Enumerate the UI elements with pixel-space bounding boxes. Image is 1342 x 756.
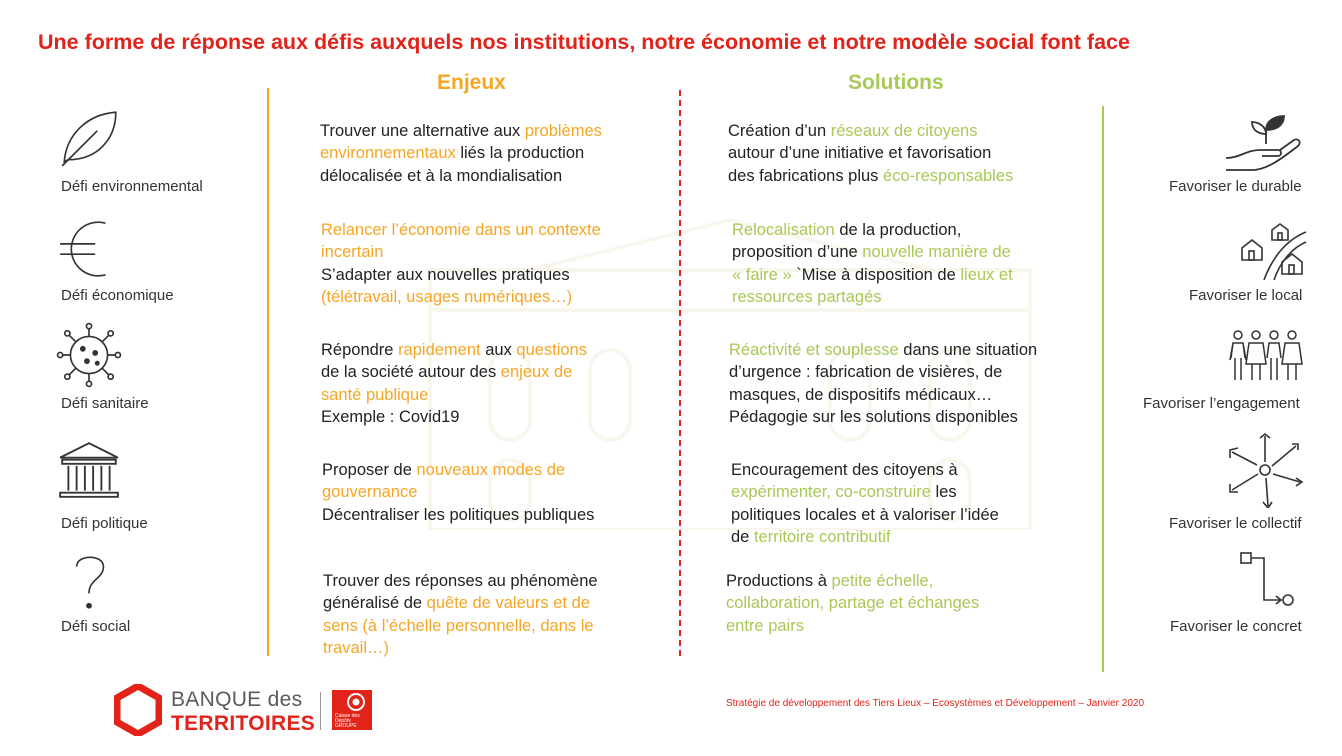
highlight-text: questions <box>516 341 588 359</box>
text-line <box>321 286 601 308</box>
banque-territoires-logo-icon <box>114 684 162 736</box>
enjeu-politique <box>322 459 594 526</box>
body-text: Trouver une alternative aux <box>320 122 525 140</box>
solution-collectif <box>731 459 999 548</box>
body-text: les <box>930 483 957 502</box>
text-line <box>322 481 594 503</box>
text-line <box>321 361 587 383</box>
solutions-divider <box>1102 106 1104 672</box>
highlight-text: expérimenter, co-construire <box>731 483 931 502</box>
enjeu-economique <box>321 219 601 308</box>
solution-durable <box>728 120 1013 187</box>
body-text: Trouver des réponses au phénomène <box>323 572 598 590</box>
text-line <box>322 459 594 481</box>
enjeu-environnemental <box>320 120 602 187</box>
highlight-text: réseaux de citoyens <box>830 122 978 140</box>
highlight-text: petite échelle, <box>831 572 934 590</box>
body-text: de la société autour des <box>321 363 501 382</box>
body-text: autour d’une initiative et favorisation <box>728 144 992 163</box>
houses-road-icon <box>1238 218 1308 280</box>
text-line <box>321 384 587 406</box>
text-line <box>729 384 1037 406</box>
text-line <box>323 570 598 592</box>
caisse-depots-text: Caisse des Dépôts GROUPE <box>335 713 360 729</box>
brand-line2: TERRITOIRES <box>171 712 316 735</box>
text-line <box>321 264 601 286</box>
enjeu-sanitaire <box>321 339 587 428</box>
text-line <box>731 459 999 481</box>
label-favoriser-local: Favoriser le local <box>1189 287 1303 304</box>
body-text: de la production, <box>834 221 962 239</box>
text-line <box>323 615 598 637</box>
text-line <box>321 241 601 263</box>
highlight-text: collaboration, partage et échanges <box>726 594 980 613</box>
text-line <box>732 264 1013 286</box>
label-defi-sanitaire: Défi sanitaire <box>61 395 149 412</box>
body-text: Répondre <box>321 341 399 359</box>
label-favoriser-engagement: Favoriser l’engagement <box>1143 395 1300 412</box>
highlight-text: (télétravail, usages numériques…) <box>321 287 573 306</box>
body-text: généralisé de <box>323 594 427 613</box>
label-defi-environnemental: Défi environnemental <box>61 178 203 195</box>
footer-text: Stratégie de développement des Tiers Lieux – Ecosystèmes et Développement – Janvier 2020 <box>726 698 1145 709</box>
label-defi-politique: Défi politique <box>61 515 148 532</box>
highlight-text: gouvernance <box>322 483 418 502</box>
text-line <box>323 637 598 659</box>
brand-line1: BANQUE des <box>171 688 303 711</box>
body-text: de <box>731 527 754 546</box>
highlight-text: Réactivité et souplesse <box>729 341 899 359</box>
text-line <box>729 339 1037 361</box>
text-line <box>726 570 979 592</box>
highlight-text: entre pairs <box>726 616 804 635</box>
highlight-text: enjeux de <box>500 363 573 382</box>
highlight-text: sens (à l’échelle personnelle, dans le <box>323 616 594 635</box>
text-line <box>731 504 999 526</box>
text-line <box>731 481 999 503</box>
solution-engagement <box>729 339 1037 428</box>
institution-icon <box>56 437 122 503</box>
page-title: Une forme de réponse aux défis auxquels nos institutions, notre économie et notre modèle social font face <box>38 30 1130 54</box>
brand-separator <box>320 692 321 730</box>
body-text: proposition d’une <box>732 243 863 262</box>
highlight-text: santé publique <box>321 385 429 404</box>
enjeu-social <box>323 570 598 659</box>
text-line <box>321 339 587 361</box>
body-text: liés la production <box>455 144 585 163</box>
body-text: aux <box>480 341 517 359</box>
label-favoriser-durable: Favoriser le durable <box>1169 178 1302 195</box>
body-text: des fabrications plus <box>728 166 884 185</box>
text-line <box>320 142 602 164</box>
highlight-text: ressources partagés <box>732 287 882 306</box>
body-text: Décentraliser les politiques publiques <box>322 505 595 524</box>
highlight-text: éco-responsables <box>883 166 1014 185</box>
highlight-text: « faire » <box>732 265 792 284</box>
text-line <box>728 120 1013 142</box>
highlight-text: Relocalisation <box>732 221 835 239</box>
highlight-text: nouveaux modes de <box>416 461 566 479</box>
center-dashed-divider <box>679 90 681 656</box>
body-text: Productions à <box>726 572 832 590</box>
question-mark-icon <box>56 548 122 614</box>
euro-icon <box>56 215 122 281</box>
highlight-text: territoire contributif <box>753 527 891 546</box>
body-text: Pédagogie sur les solutions disponibles <box>729 407 1018 426</box>
text-line <box>731 526 999 548</box>
body-text: d’urgence : fabrication de visières, de <box>729 363 1003 382</box>
body-text: Exemple : Covid19 <box>321 407 460 426</box>
body-text: dans une situation <box>898 341 1038 359</box>
highlight-text: lieux et <box>960 265 1013 284</box>
body-text: délocalisée et à la mondialisation <box>320 166 563 185</box>
enjeux-divider <box>267 88 269 656</box>
body-text: S’adapter aux nouvelles pratiques <box>321 265 570 284</box>
body-text: Encouragement des citoyens à <box>731 461 958 479</box>
highlight-text: travail…) <box>323 638 390 657</box>
body-text: `Mise à disposition de <box>791 265 961 284</box>
text-line <box>726 615 979 637</box>
text-line <box>732 219 1013 241</box>
label-defi-economique: Défi économique <box>61 287 174 304</box>
text-line <box>732 241 1013 263</box>
text-line <box>729 361 1037 383</box>
heading-solutions: Solutions <box>848 71 944 94</box>
body-text: politiques locales et à valoriser l’idée <box>731 505 999 524</box>
flow-path-icon <box>1236 548 1298 610</box>
text-line <box>729 406 1037 428</box>
text-line <box>321 406 587 428</box>
text-line <box>726 592 979 614</box>
text-line <box>728 165 1013 187</box>
body-text: masques, de dispositifs médicaux… <box>729 385 993 404</box>
highlight-text: quête de valeurs et de <box>426 594 590 613</box>
people-group-icon <box>1228 328 1304 384</box>
body-text: Proposer de <box>322 461 417 479</box>
label-favoriser-concret: Favoriser le concret <box>1170 618 1302 635</box>
heading-enjeux: Enjeux <box>437 71 506 94</box>
hands-together-icon <box>1226 432 1304 508</box>
text-line <box>320 165 602 187</box>
text-line <box>321 219 601 241</box>
virus-icon <box>56 322 122 388</box>
highlight-text: environnementaux <box>320 144 456 163</box>
label-favoriser-collectif: Favoriser le collectif <box>1169 515 1302 532</box>
solution-concret <box>726 570 979 637</box>
highlight-text: nouvelle manière de <box>862 243 1011 262</box>
text-line <box>732 286 1013 308</box>
solution-local <box>732 219 1013 308</box>
text-line <box>728 142 1013 164</box>
body-text: Création d’un <box>728 122 831 140</box>
leaf-icon <box>56 104 122 170</box>
hand-plant-icon <box>1222 108 1304 174</box>
text-line <box>323 592 598 614</box>
highlight-text: incertain <box>321 243 384 262</box>
highlight-text: rapidement <box>398 341 481 359</box>
highlight-text: problèmes <box>524 122 602 140</box>
text-line <box>320 120 602 142</box>
text-line <box>322 504 594 526</box>
highlight-text: Relancer l’économie dans un contexte <box>321 221 601 239</box>
label-defi-social: Défi social <box>61 618 131 635</box>
